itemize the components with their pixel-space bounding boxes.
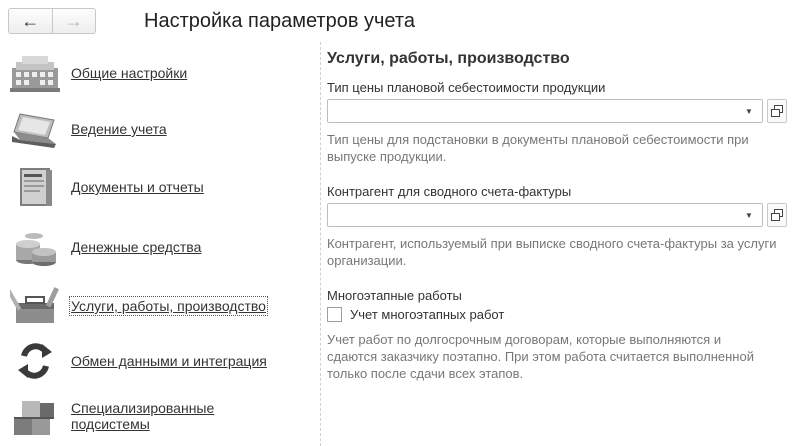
- sidebar-item-documents-reports[interactable]: [0, 159, 320, 215]
- panel-divider: [320, 42, 321, 446]
- forward-button[interactable]: [52, 9, 96, 33]
- dropdown-arrow-icon[interactable]: ▼: [745, 106, 753, 116]
- sidebar-item-label[interactable]: Обмен данными и интеграция: [71, 353, 267, 369]
- sync-icon: [10, 338, 60, 384]
- arrow-right-icon: →: [64, 10, 83, 31]
- building-icon: [10, 50, 60, 96]
- sidebar-item-specialized-subsystems[interactable]: [0, 388, 320, 444]
- counterparty-label: Контрагент для сводного счета-фактуры: [327, 184, 572, 199]
- dropdown-arrow-icon[interactable]: ▼: [745, 210, 753, 220]
- sidebar-item-label[interactable]: Ведение учета: [71, 121, 167, 137]
- settings-sidebar: [0, 42, 320, 446]
- section-title: Услуги, работы, производство: [327, 50, 570, 67]
- counterparty-hint: Контрагент, используемый при выписке сводного счета-фактуры за услуги организации.: [327, 236, 777, 268]
- multistage-hint: Учет работ по долгосрочным договорам, которые выполняются и сдаются заказчику поэтапно. При этом работа считается выполненной только после сдачи всех этапов.: [327, 332, 754, 381]
- sidebar-item-label[interactable]: Специализированные подсистемы: [71, 400, 215, 432]
- sidebar-item-label[interactable]: Документы и отчеты: [71, 179, 204, 195]
- price-type-open-button[interactable]: [767, 99, 787, 123]
- sidebar-item-data-exchange[interactable]: [0, 333, 320, 389]
- sidebar-item-accounting[interactable]: [0, 101, 320, 157]
- price-type-hint: Тип цены для подстановки в документы плановой себестоимости при выпуске продукции.: [327, 132, 749, 164]
- page-title: Настройка параметров учета: [144, 10, 415, 32]
- multistage-label: Многоэтапные работы: [327, 288, 462, 303]
- arrow-left-icon: ←: [21, 10, 40, 31]
- price-type-field[interactable]: [327, 99, 763, 123]
- counterparty-open-button[interactable]: [767, 203, 787, 227]
- documents-icon: [10, 164, 60, 210]
- open-window-icon: [771, 105, 783, 117]
- sidebar-item-label[interactable]: Общие настройки: [71, 65, 188, 81]
- multistage-checkbox[interactable]: [327, 307, 342, 322]
- back-button[interactable]: [9, 9, 52, 33]
- sidebar-item-services-works-production[interactable]: [0, 278, 320, 334]
- navigation-buttons: [8, 8, 96, 34]
- counterparty-input[interactable]: [328, 204, 738, 226]
- open-window-icon: [771, 209, 783, 221]
- toolbox-icon: [10, 283, 60, 329]
- counterparty-field[interactable]: [327, 203, 763, 227]
- price-type-label: Тип цены плановой себестоимости продукции: [327, 80, 606, 95]
- multistage-checkbox-row[interactable]: [327, 307, 504, 322]
- coins-icon: [10, 224, 60, 270]
- sidebar-item-cash[interactable]: [0, 219, 320, 275]
- price-type-input[interactable]: [328, 100, 738, 122]
- blocks-icon: [10, 393, 60, 439]
- multistage-checkbox-label[interactable]: Учет многоэтапных работ: [350, 307, 505, 322]
- sidebar-item-general-settings[interactable]: [0, 45, 320, 101]
- sidebar-item-label[interactable]: Денежные средства: [71, 239, 202, 255]
- laptop-icon: [10, 106, 60, 152]
- sidebar-item-label[interactable]: Услуги, работы, производство: [71, 298, 266, 314]
